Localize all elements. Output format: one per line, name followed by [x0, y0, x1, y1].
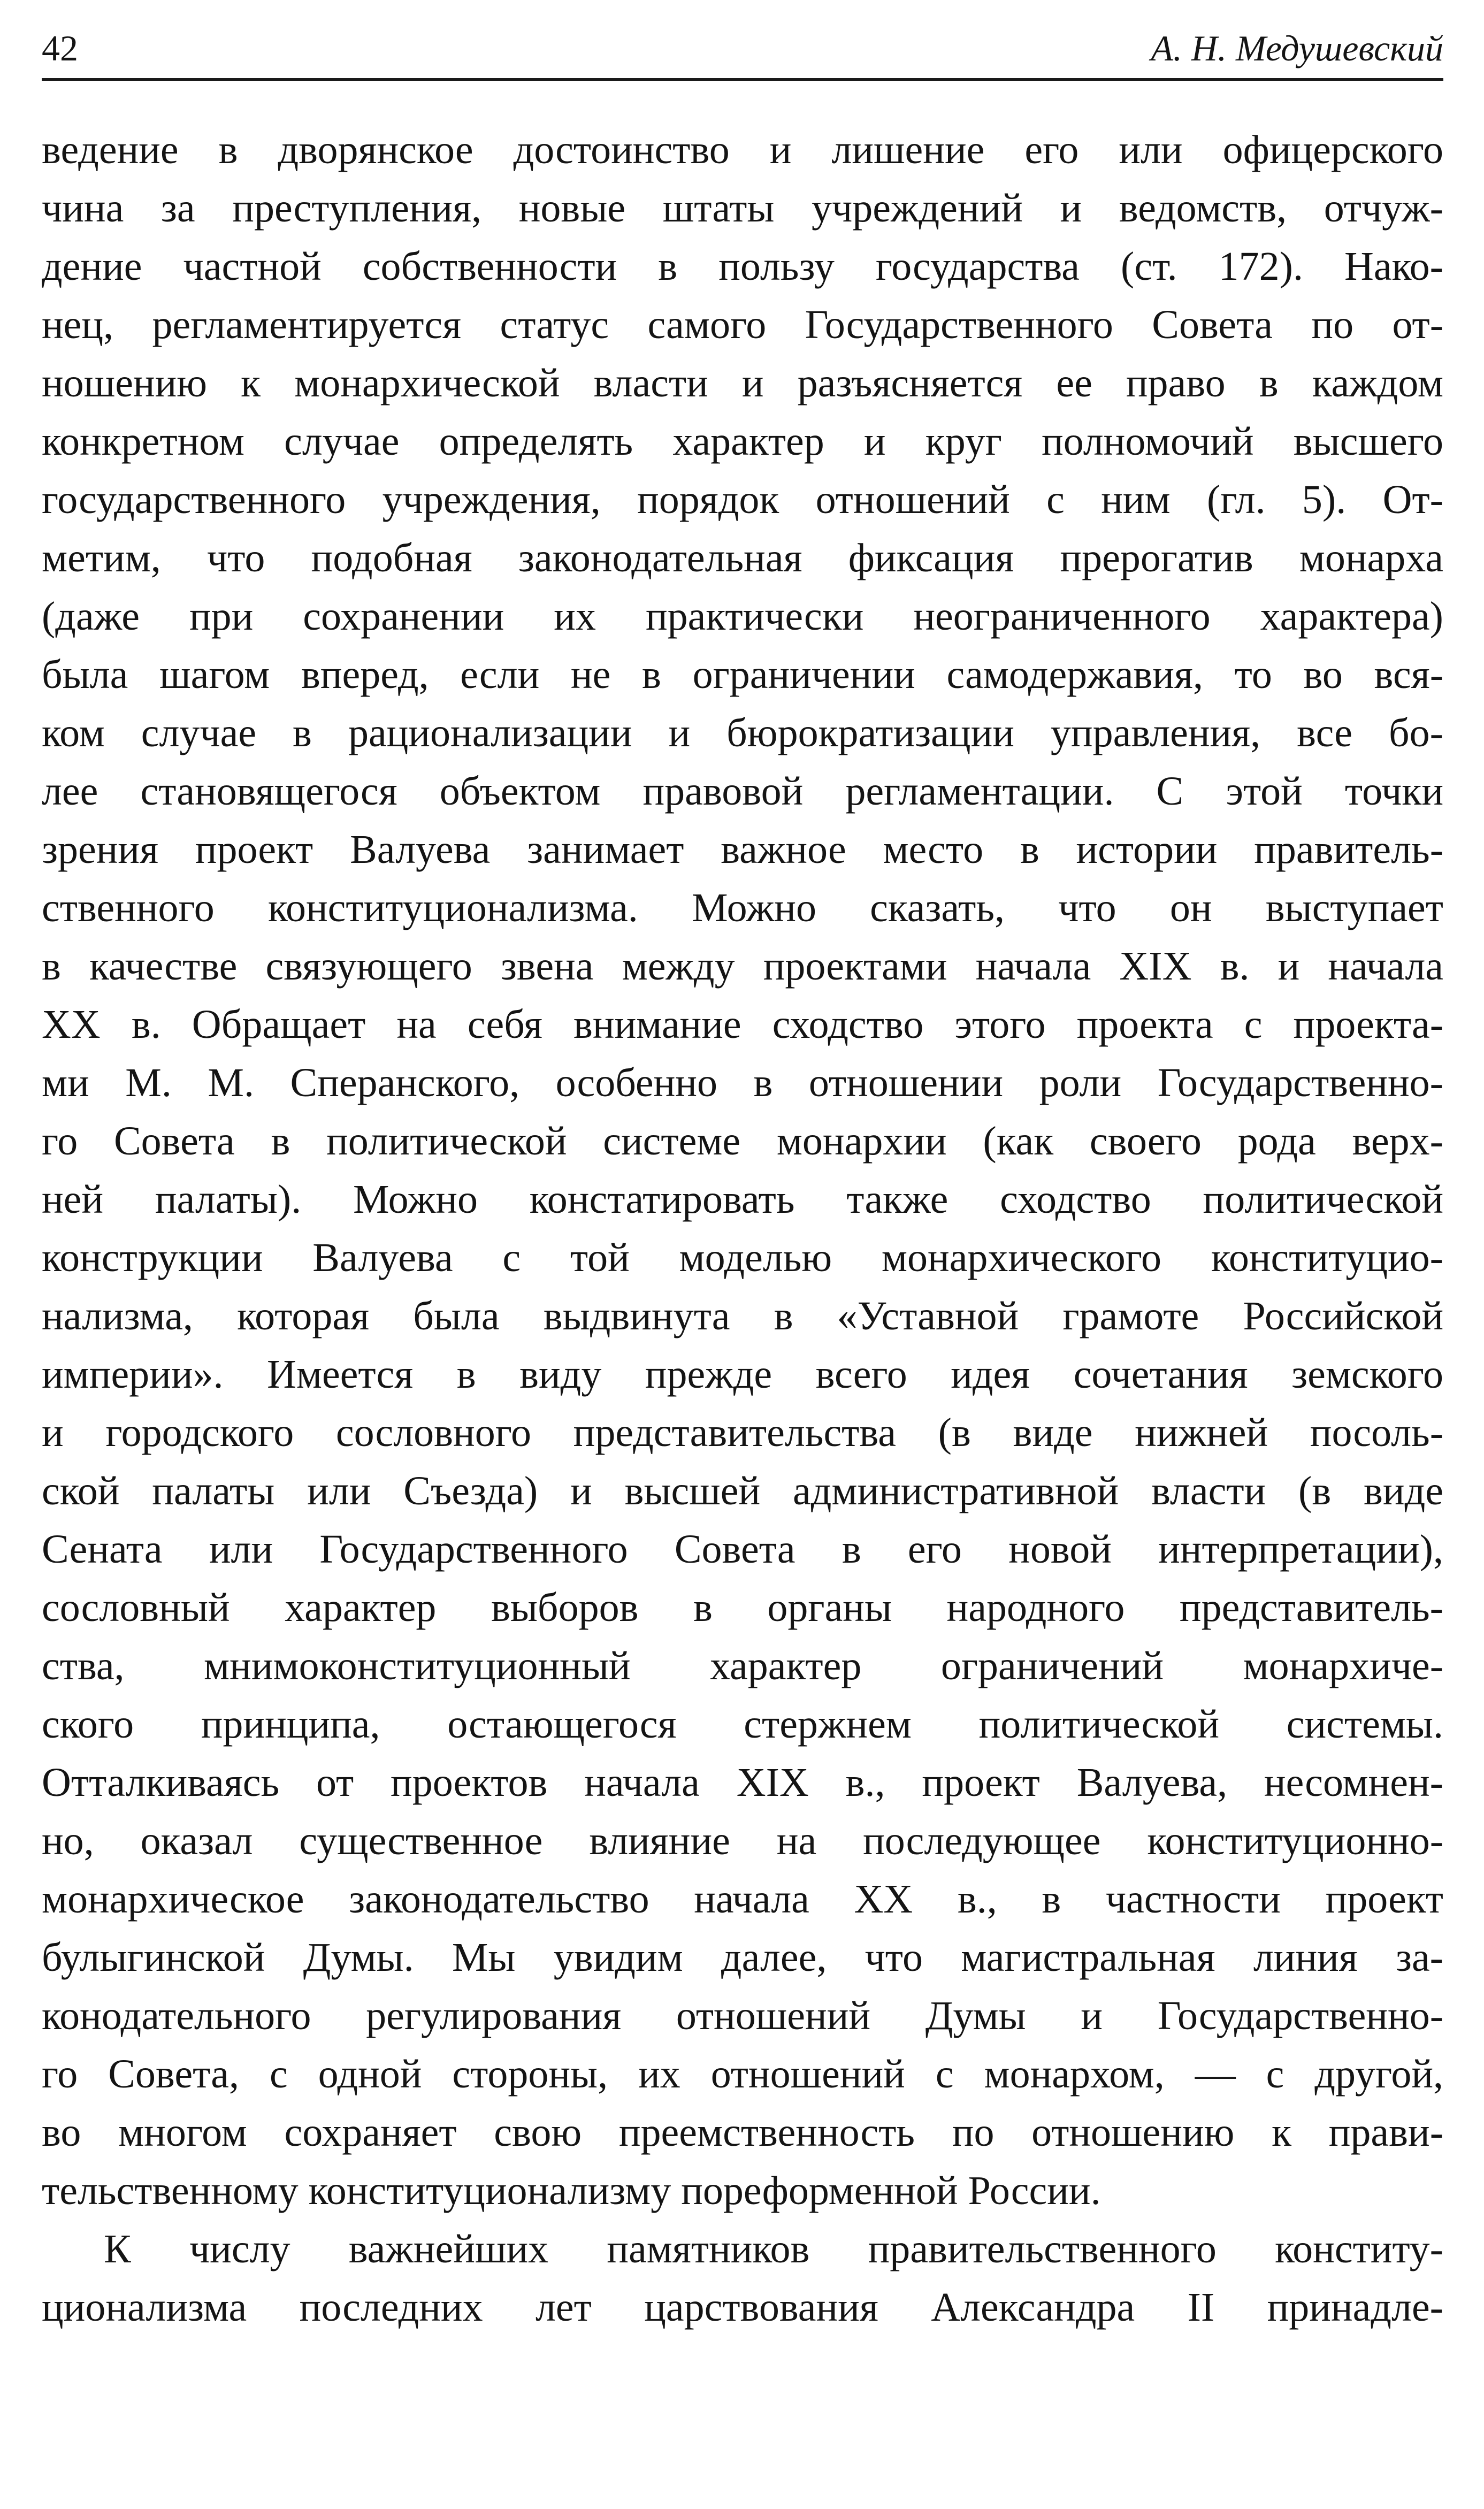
text-line: конодательного регулирования отношений Думы и Государственно- [42, 1993, 1443, 2038]
text-line: империи». Имеется в виду прежде всего идея сочетания земского [42, 1352, 1443, 1397]
paragraph [42, 121, 1443, 2220]
text-line: тельственному конституционализму пореформенной России. [42, 2168, 1101, 2213]
text-line: сословный характер выборов в органы народного представитель- [42, 1585, 1443, 1630]
text-line: ми М. М. Сперанского, особенно в отношении роли Государственно- [42, 1060, 1443, 1105]
text-line: ционализма последних лет царствования Александра II принадле- [42, 2285, 1443, 2330]
text-line: конструкции Валуева с той моделью монархического конституцио- [42, 1235, 1443, 1280]
text-line: Сената или Государственного Совета в его новой интерпретации), [42, 1527, 1443, 1572]
text-line: конкретном случае определять характер и круг полномочий высшего [42, 419, 1443, 464]
text-line: но, оказал существенное влияние на последующее конституционно- [42, 1818, 1443, 1863]
page-number: 42 [42, 28, 78, 68]
text-line: государственного учреждения, порядок отношений с ним (гл. 5). От- [42, 477, 1443, 522]
text-line: XX в. Обращает на себя внимание сходство этого проекта с проекта- [42, 1002, 1443, 1047]
text-line: ского принципа, остающегося стержнем политической системы. [42, 1702, 1443, 1747]
text-line: монархическое законодательство начала XX в., в частности проект [42, 1877, 1443, 1922]
text-line: Отталкиваясь от проектов начала XIX в., проект Валуева, несомнен- [42, 1760, 1443, 1805]
page-header [42, 22, 1443, 74]
paragraph [42, 2220, 1443, 2337]
text-line: была шагом вперед, если не в ограничении самодержавия, то во вся- [42, 652, 1443, 697]
text-line: ведение в дворянское достоинство и лишение его или офицерского [42, 127, 1443, 172]
text-line: чина за преступления, новые штаты учреждений и ведомств, отчуж- [42, 186, 1443, 231]
text-line: ства, мнимоконституционный характер ограничений монархиче- [42, 1643, 1443, 1688]
book-page [42, 0, 1443, 2509]
text-line: К числу важнейших памятников правительственного конститу- [104, 2227, 1443, 2271]
text-line: ской палаты или Съезда) и высшей административной власти (в виде [42, 1468, 1443, 1513]
text-line: зрения проект Валуева занимает важное место в истории правитель- [42, 827, 1443, 872]
body-text [42, 121, 1443, 2337]
header-rule [42, 78, 1443, 81]
text-line: лее становящегося объектом правовой регламентации. С этой точки [42, 769, 1443, 814]
text-line: ственного конституционализма. Можно сказать, что он выступает [42, 885, 1443, 930]
text-line: и городского сословного представительства (в виде нижней посоль- [42, 1410, 1443, 1455]
text-line: (даже при сохранении их практически неограниченного характера) [42, 594, 1443, 639]
text-line: го Совета в политической системе монархии (как своего рода верх- [42, 1119, 1443, 1164]
text-line: в качестве связующего звена между проектами начала XIX в. и начала [42, 944, 1443, 989]
text-line: метим, что подобная законодательная фиксация прерогатив монарха [42, 536, 1443, 580]
text-line: го Совета, с одной стороны, их отношений с монархом, — с другой, [42, 2052, 1443, 2097]
running-head-author: А. Н. Медушевский [1151, 28, 1443, 68]
text-line: нализма, которая была выдвинута в «Уставной грамоте Российской [42, 1294, 1443, 1338]
text-line: ком случае в рационализации и бюрократизации управления, все бо- [42, 710, 1443, 755]
text-line: во многом сохраняет свою преемственность по отношению к прави- [42, 2110, 1443, 2155]
text-line: дение частной собственности в пользу государства (ст. 172). Нако- [42, 244, 1443, 289]
text-line: булыгинской Думы. Мы увидим далее, что магистральная линия за- [42, 1935, 1443, 1980]
text-line: нец, регламентируется статус самого Государственного Совета по от- [42, 302, 1443, 347]
text-line: ношению к монархической власти и разъясняется ее право в каждом [42, 361, 1443, 406]
text-line: ней палаты). Можно констатировать также сходство политической [42, 1177, 1443, 1222]
